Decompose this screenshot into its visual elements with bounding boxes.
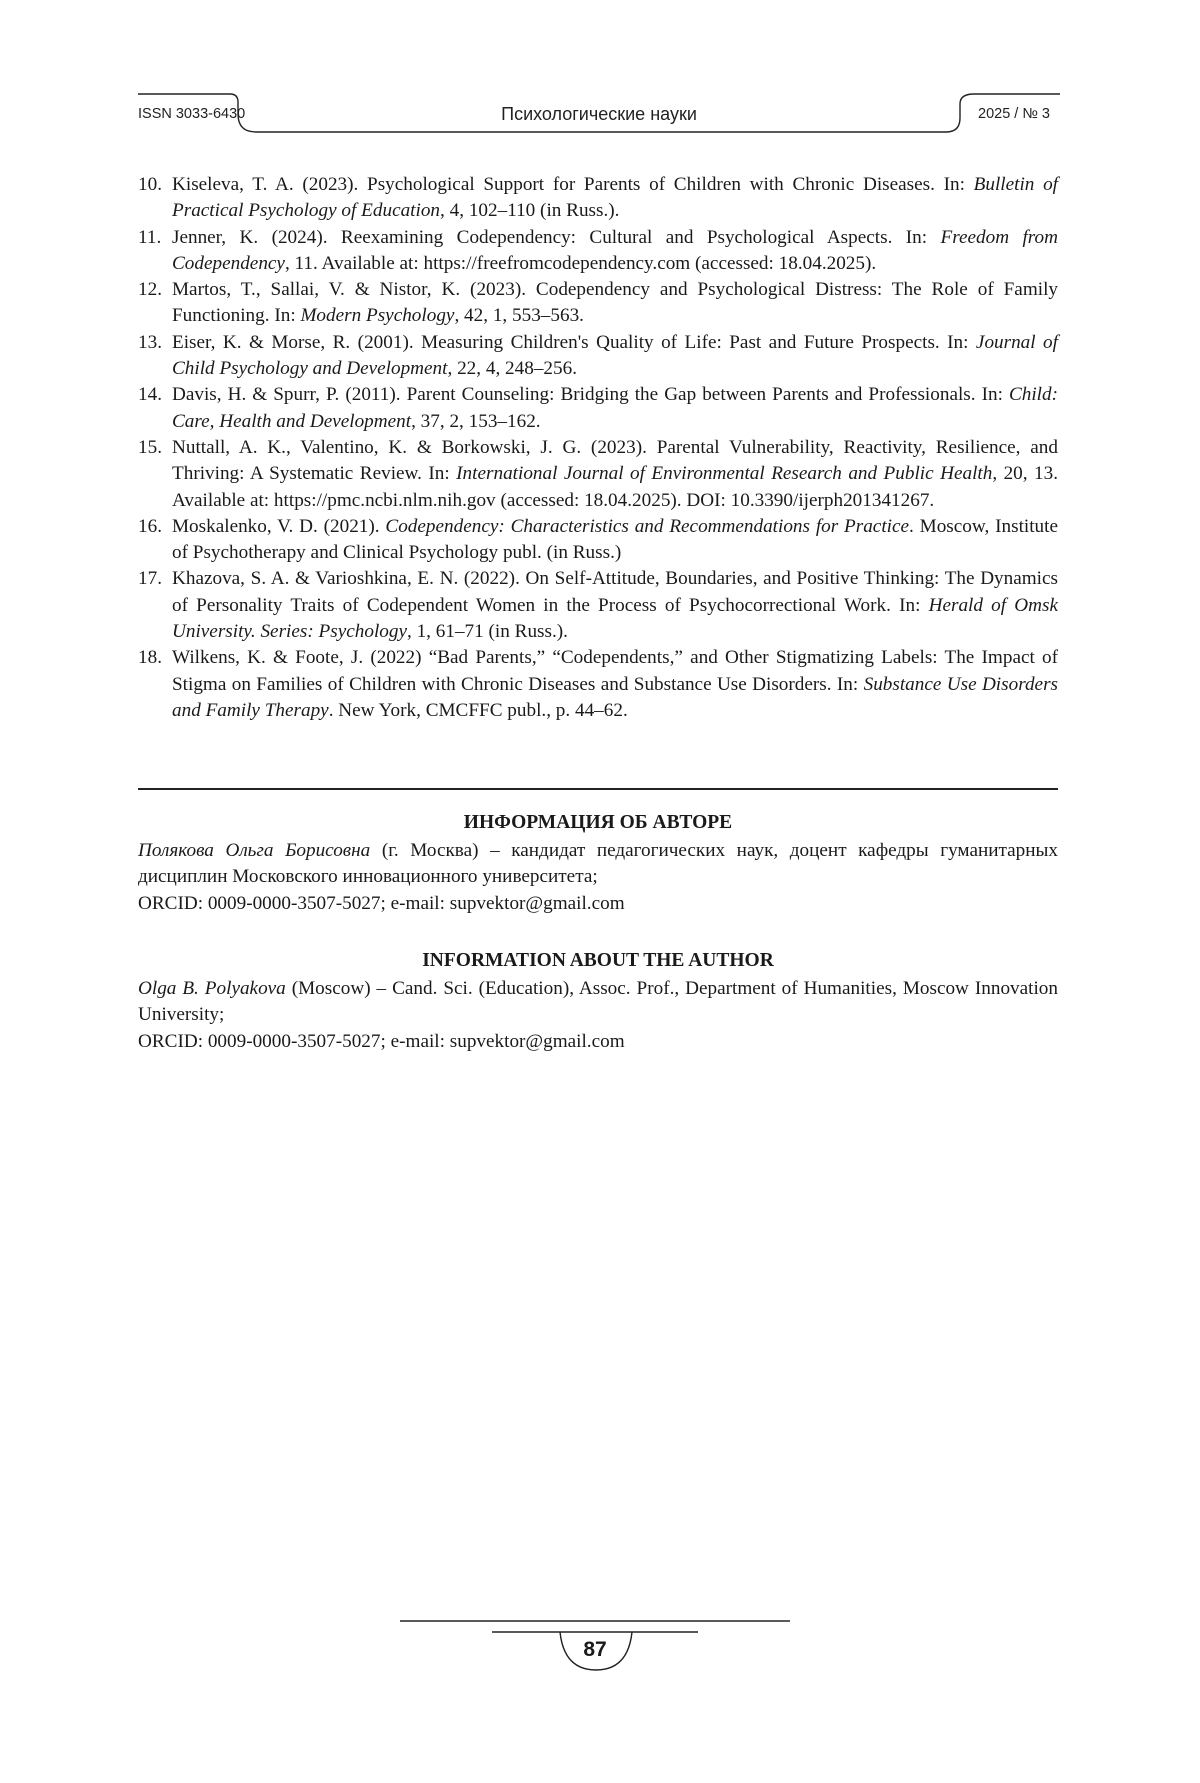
reference-text: Nuttall, A. K., Valentino, K. & Borkowski, J. G. (2023). Parental Vulnerability, Reactivity, Resilience, and Thriving: A Systematic Review. In: bbox=[172, 436, 1058, 485]
reference-number: 12. bbox=[138, 279, 162, 301]
issue-label: 2025 / № 3 bbox=[978, 106, 1050, 122]
reference-item bbox=[138, 435, 1058, 514]
reference-text: Martos, T., Sallai, V. & Nistor, K. (2023). Codependency and Psychological Distress: The Role of Family Functioning. In: bbox=[172, 279, 1058, 327]
reference-text: Moskalenko, V. D. (2021). bbox=[172, 515, 386, 537]
author-info-en-heading: INFORMATION ABOUT THE AUTHOR bbox=[422, 950, 774, 971]
reference-text: , 1, 61–71 (in Russ.). bbox=[406, 621, 568, 643]
reference-number: 15. bbox=[138, 436, 162, 458]
author-info-ru bbox=[138, 838, 1058, 917]
reference-source-title: Bulletin of Practical Psychology of Education bbox=[172, 174, 1058, 222]
reference-number: 11. bbox=[138, 226, 162, 248]
reference-text: , 20, 13. Available at: https://pmc.ncbi.nlm.nih.gov (accessed: 18.04.2025). DOI: 10.3390/ijerph201341267. bbox=[172, 463, 1059, 511]
author-info-en bbox=[138, 976, 1058, 1055]
reference-number: 17. bbox=[138, 568, 162, 590]
reference-item bbox=[138, 172, 1058, 225]
reference-number: 16. bbox=[138, 515, 162, 537]
reference-source-title: Freedom from Codependency bbox=[172, 226, 1058, 274]
reference-source-title: Journal of Child Psychology and Development bbox=[172, 331, 1058, 380]
author-en-name: Olga B. Polyakova bbox=[138, 978, 286, 999]
reference-text: Wilkens, K. & Foote, J. (2022) “Bad Parents,” “Codependents,” and Other Stigmatizing Labels: The Impact of Stigma on Families of Children with Chronic Diseases and Substance Use Disorders. In: bbox=[172, 647, 1058, 695]
reference-text: Khazova, S. A. & Varioshkina, E. N. (2022). On Self-Attitude, Boundaries, and Positive Thinking: The Dynamics of Personality Traits of Codependent Women in the Process of Psychocorrectional Work. In: bbox=[172, 568, 1058, 616]
author-en-contacts: ORCID: 0009-0000-3507-5027; e-mail: supvektor@gmail.com bbox=[138, 1030, 625, 1052]
reference-source-title: Substance Use Disorders and Family Therapy bbox=[172, 673, 1059, 721]
reference-item bbox=[138, 330, 1058, 383]
reference-text: , 22, 4, 248–256. bbox=[447, 358, 577, 380]
issn-label: ISSN 3033-6430 bbox=[138, 106, 246, 122]
reference-text: Jenner, K. (2024). Reexamining Codependency: Cultural and Psychological Aspects. In: bbox=[172, 226, 941, 248]
reference-text: , 4, 102–110 (in Russ.). bbox=[440, 200, 620, 222]
reference-number: 10. bbox=[138, 174, 162, 195]
page-footer bbox=[400, 1618, 790, 1698]
author-ru-details: (г. Москва) – кандидат педагогических наук, доцент кафедры гуманитарных дисциплин Московского инновационного университета; bbox=[138, 840, 1058, 888]
reference-number: 14. bbox=[138, 384, 162, 406]
reference-source-title: Herald of Omsk University. Series: Psychology bbox=[172, 594, 1058, 643]
journal-title: Психологические науки bbox=[501, 104, 697, 124]
reference-item bbox=[138, 566, 1058, 645]
reference-source-title: Modern Psychology bbox=[300, 305, 455, 327]
reference-source-title: Codependency: Characteristics and Recommendations for Practice bbox=[385, 515, 910, 537]
reference-text: . Moscow, Institute of Psychotherapy and Clinical Psychology publ. (in Russ.) bbox=[172, 515, 1059, 564]
reference-item bbox=[138, 225, 1058, 278]
reference-text: Eiser, K. & Morse, R. (2001). Measuring Children's Quality of Life: Past and Future Prospects. In: bbox=[172, 331, 976, 353]
reference-source-title: International Journal of Environmental Research and Public Health bbox=[456, 463, 993, 485]
reference-list bbox=[138, 172, 1058, 724]
reference-text: , 37, 2, 153–162. bbox=[411, 410, 541, 432]
reference-text: , 42, 1, 553–563. bbox=[454, 305, 584, 327]
running-header bbox=[138, 92, 1060, 138]
author-en-line bbox=[138, 976, 1058, 1029]
page-number: 87 bbox=[583, 1638, 607, 1661]
reference-item bbox=[138, 382, 1058, 435]
author-ru-name: Полякова Ольга Борисовна bbox=[138, 840, 371, 861]
author-en-details: (Moscow) – Cand. Sci. (Education), Assoc. Prof., Department of Humanities, Moscow Innovation University; bbox=[138, 978, 1058, 1026]
author-ru-contacts: ORCID: 0009-0000-3507-5027; e-mail: supvektor@gmail.com bbox=[138, 892, 625, 914]
reference-text: . New York, CMCFFC publ., p. 44–62. bbox=[328, 699, 628, 721]
reference-text: Kiseleva, T. A. (2023). Psychological Support for Parents of Children with Chronic Diseases. In: bbox=[172, 174, 974, 195]
reference-source-title: Child: Care, Health and Development bbox=[172, 384, 1058, 432]
reference-number: 13. bbox=[138, 331, 162, 353]
reference-item bbox=[138, 645, 1058, 724]
author-ru-line bbox=[138, 838, 1058, 891]
reference-text: , 11. Available at: https://freefromcodependency.com (accessed: 18.04.2025). bbox=[284, 252, 877, 274]
reference-number: 18. bbox=[138, 647, 162, 669]
reference-item bbox=[138, 277, 1058, 330]
reference-item bbox=[138, 514, 1058, 567]
author-info-ru-heading: ИНФОРМАЦИЯ ОБ АВТОРЕ bbox=[463, 812, 733, 833]
section-divider bbox=[138, 788, 1058, 790]
reference-text: Davis, H. & Spurr, P. (2011). Parent Counseling: Bridging the Gap between Parents and Professionals. In: bbox=[172, 384, 1009, 406]
